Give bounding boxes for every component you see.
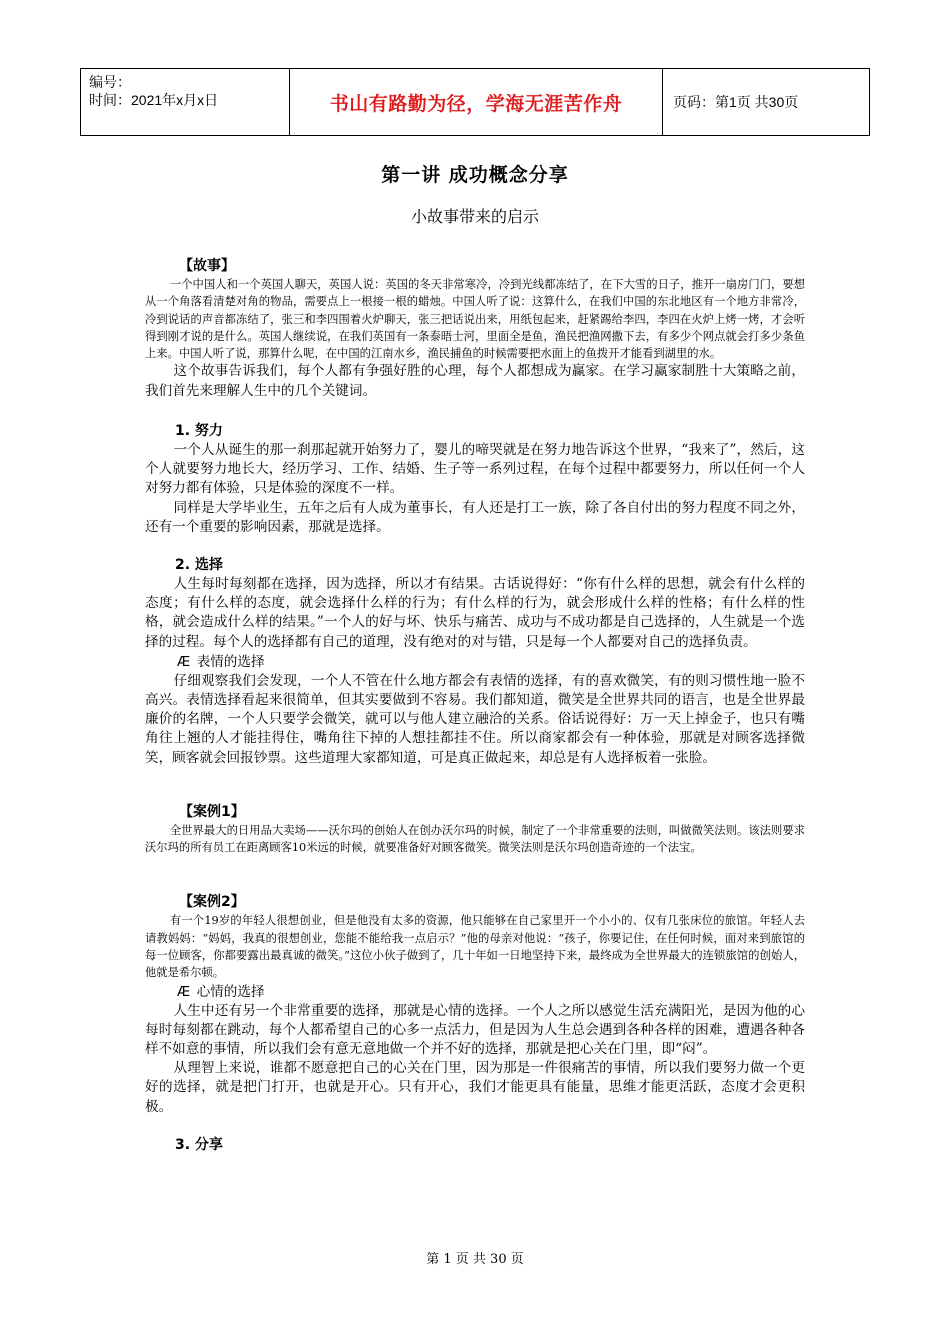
bullet-icon: Æ — [177, 983, 191, 1000]
page-title: 第一讲 成功概念分享 — [381, 164, 569, 186]
case1-label: 【案例1】 — [179, 803, 245, 820]
subheading-expression-label: 表情的选择 — [196, 653, 265, 670]
story-paragraph: 一个中国人和一个英国人聊天，英国人说：英国的冬天非常寒冷，冷到光线都冻结了，在下大雪的日子，推开一扇房门门，要想从一个角落看清楚对角的物品，需要点上一根接一根的蜡烛。中国人听了说：这算什么，在我们中国的东北地区有一个地方非常冷，冷到说话的声音都冻结了，张三和李四围着火炉聊天，张三把话说出来，用纸包起来，赶紧踢给李四，李四在火炉上烤一烤，才会听得到刚才说的是什么。英国人继续说，在我们英国有一条泰晤士河，里面全是鱼，渔民把渔网撒下去，有多少个网点就会打多少条鱼上来。中国人听了说，那算什么呢，在中国的江南水乡，渔民捕鱼的时候需要把水面上的鱼拨开才能看到湖里的水。 — [145, 278, 805, 361]
section-heading-effort: 1. 努力 — [175, 422, 223, 439]
story-moral: 这个故事告诉我们，每个人都有争强好胜的心理，每个人都想成为赢家。在学习赢家制胜十大策略之前，我们首先来理解人生中的几个关键词。 — [145, 363, 805, 399]
number-label: 编号： — [89, 74, 131, 90]
case2-paragraph: 有一个19岁的年轻人很想创业，但是他没有太多的资源，他只能够在自己家里开一个小小的、仅有几张床位的旅馆。年轻人去请教妈妈：“妈妈，我真的很想创业，您能不能给我一点启示？”他的母亲对他说：“孩子，你要记住，在任何时候，面对来到旅馆的每一位顾客，你都要露出最真诚的微笑。”这位小伙子做到了，几十年如一日地坚持下来，最终成为全世界最大的连锁旅馆的创始人，他就是希尔顿。 — [145, 914, 805, 980]
motto: 书山有路勤为径，学海无涯苦作舟 — [290, 69, 663, 136]
story-label: 【故事】 — [179, 258, 235, 274]
header-table — [80, 68, 870, 136]
case1-paragraph: 全世界最大的日用品大卖场——沃尔玛的创始人在创办沃尔玛的时候，制定了一个非常重要的法则，叫做微笑法则。该法则要求沃尔玛的所有员工在距离顾客10米远的时候，就要准备好对顾客微笑。微笑法则是沃尔玛创造奇迹的一个法宝。 — [145, 823, 805, 855]
section-heading-choice: 2. 选择 — [175, 556, 223, 573]
page-info: 页码：第1页 共30页 — [663, 69, 870, 136]
mood-paragraph-2: 从理智上来说，谁都不愿意把自己的心关在门里，因为那是一件很痛苦的事情，所以我们要努力做一个更好的选择，就是把门打开，也就是开心。只有开心，我们才能更具有能量，思维才能更活跃，态度才会更积极。 — [145, 1060, 805, 1115]
subheading-mood — [145, 982, 805, 1002]
section-heading-sharing: 3. 分享 — [175, 1136, 223, 1153]
mood-paragraph-1: 人生中还有另一个非常重要的选择，那就是心情的选择。一个人之所以感觉生活充满阳光，是因为他的心每时每刻都在跳动，每个人都希望自己的心多一点活力，但是因为人生总会遇到各种各样的困难，遭遇各种各样不如意的事情，所以我们会有意无意地做一个并不好的选择，那就是把心关在门里，即“闷”。 — [145, 1002, 805, 1057]
page-footer: 第 1 页 共 30 页 — [426, 1252, 524, 1267]
header-meta-cell — [81, 69, 290, 136]
bullet-icon: Æ — [177, 653, 191, 670]
effort-paragraph-1: 一个人从诞生的那一刹那起就开始努力了，婴儿的啼哭就是在努力地告诉这个世界，“我来了”，然后，这个人就要努力地长大，经历学习、工作、结婚、生子等一系列过程，在每个过程中都要努力，所以任何一个人对努力都有体验，只是体验的深度不一样。 — [145, 441, 805, 497]
effort-paragraph-2: 同样是大学毕业生，五年之后有人成为董事长，有人还是打工一族，除了各自付出的努力程度不同之外，还有一个重要的影响因素，那就是选择。 — [145, 499, 805, 535]
time-label: 时间：2021年x月x日 — [89, 92, 219, 108]
subheading-expression — [145, 652, 805, 672]
expression-paragraph: 仔细观察我们会发现，一个人不管在什么地方都会有表情的选择，有的喜欢微笑，有的则习惯性地一脸不高兴。表情选择看起来很简单，但其实要做到不容易。我们都知道，微笑是全世界共同的语言，也是全世界最廉价的名牌，一个人只要学会微笑，就可以与他人建立融洽的关系。俗话说得好：万一天上掉金子，也只有嘴角往上翘的人才能挂得住，嘴角往下掉的人想挂都挂不住。所以商家都会有一种体验，那就是对顾客选择微笑，顾客就会回报钞票。这些道理大家都知道，可是真正做起来，却总是有人选择板着一张脸。 — [145, 672, 805, 766]
case2-label: 【案例2】 — [179, 894, 245, 911]
choice-paragraph: 人生每时每刻都在选择，因为选择，所以才有结果。古话说得好：“你有什么样的思想，就会有什么样的态度；有什么样的态度，就会选择什么样的行为；有什么样的行为，就会形成什么样的性格；有什么样的性格，就会造成什么样的结果。”一个人的好与坏、快乐与痛苦、成功与不成功都是自己选择的，人生就是一个选择的过程。每个人的选择都有自己的道理，没有绝对的对与错，只是每一个人都要对自己的选择负责。 — [145, 575, 805, 650]
page-subtitle: 小故事带来的启示 — [410, 207, 539, 226]
subheading-mood-label: 心情的选择 — [196, 983, 265, 1000]
document-body — [145, 256, 805, 1155]
